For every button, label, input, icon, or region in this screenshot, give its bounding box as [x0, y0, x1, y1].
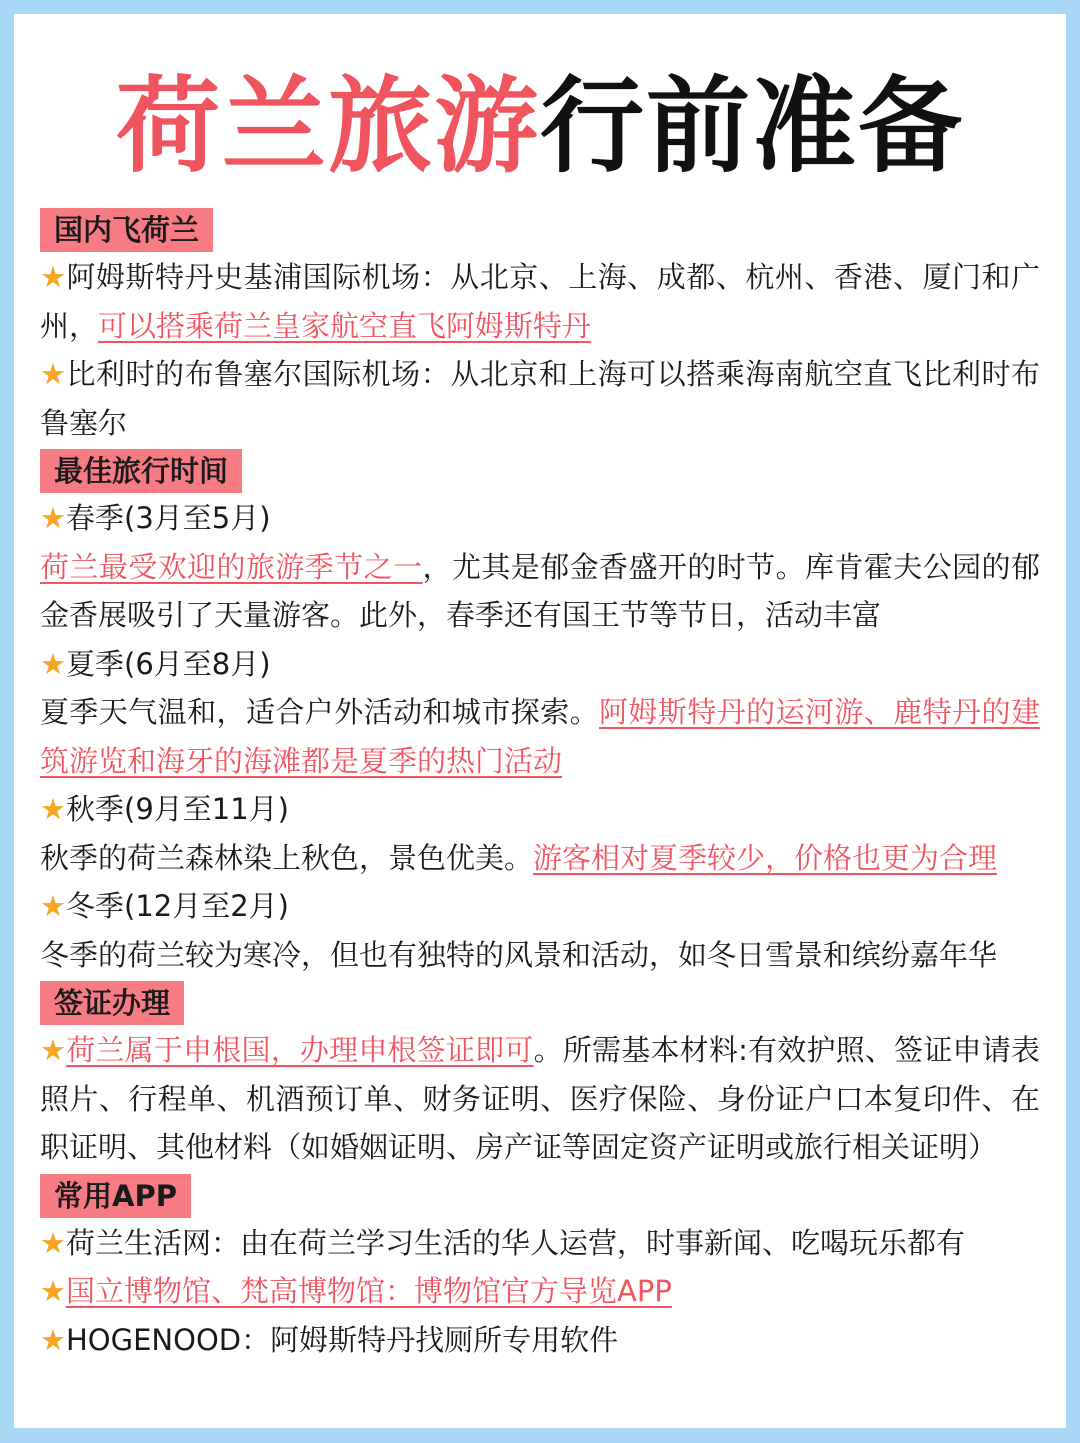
app-item-museum — [40, 1267, 1040, 1316]
highlight-summer: 阿姆斯特丹的运河游、鹿特丹的建筑游览和海牙的海滩都是夏季的热门活动 — [40, 695, 1040, 778]
highlight-klm: 可以搭乘荷兰皇家航空直飞阿姆斯特丹 — [98, 308, 592, 343]
app-item-hogenood: ★HOGENOOD：阿姆斯特丹找厕所专用软件 — [40, 1322, 619, 1357]
heading-visa: 签证办理 — [40, 981, 184, 1025]
app-item-dutchcn: ★荷兰生活网：由在荷兰学习生活的华人运营，时事新闻、吃喝玩乐都有 — [40, 1225, 966, 1260]
highlight-spring: 荷兰最受欢迎的旅游季节之一 — [40, 549, 423, 584]
season-summer-text: 夏季天气温和，适合户外活动和城市探索。阿姆斯特丹的运河游、鹿特丹的建筑游览和海牙的海滩都是夏季的热门活动 — [40, 695, 1040, 778]
season-autumn-label: ★秋季(9月至11月) — [40, 792, 289, 826]
star-icon: ★ — [40, 792, 66, 826]
page-title — [14, 65, 1066, 187]
flights-item-schiphol: ★阿姆斯特丹史基浦国际机场：从北京、上海、成都、杭州、香港、厦门和广州，可以搭乘荷兰皇家航空直飞阿姆斯特丹 — [40, 260, 1040, 343]
season-autumn-text: 秋季的荷兰森林染上秋色，景色优美。游客相对夏季较少，价格也更为合理 — [40, 840, 998, 875]
star-icon: ★ — [40, 1322, 66, 1357]
heading-flights: 国内飞荷兰 — [40, 208, 213, 252]
highlight-museum: 国立博物馆、梵高博物馆：博物馆官方导览APP — [66, 1274, 672, 1308]
star-icon: ★ — [40, 260, 67, 294]
highlight-autumn: 游客相对夏季较少，价格也更为合理 — [533, 840, 998, 875]
title-red: 荷兰旅游 — [115, 65, 540, 187]
heading-apps: 常用APP — [40, 1174, 191, 1218]
star-icon: ★ — [40, 1274, 66, 1308]
star-icon: ★ — [40, 501, 66, 535]
season-summer-label: ★夏季(6月至8月) — [40, 646, 271, 681]
heading-season: 最佳旅行时间 — [40, 449, 242, 493]
poster-card — [14, 14, 1066, 1428]
visa-text: ★荷兰属于申根国，办理申根签证即可。所需基本材料:有效护照、签证申请表照片、行程单、机酒预订单、财务证明、医疗保险、身份证户口本复印件、在职证明、其他材料（如婚姻证明、房产证等固定资产证明或旅行相关证明） — [40, 1033, 1040, 1164]
season-winter-text: 冬季的荷兰较为寒冷，但也有独特的风景和活动，如冬日雪景和缤纷嘉年华 — [40, 937, 998, 972]
flights-item-brussels: ★比利时的布鲁塞尔国际机场：从北京和上海可以搭乘海南航空直飞比利时布鲁塞尔 — [40, 357, 1040, 440]
season-spring-label: ★春季(3月至5月) — [40, 501, 271, 535]
star-icon: ★ — [40, 646, 66, 681]
season-winter-label: ★冬季(12月至2月) — [40, 889, 289, 923]
star-icon: ★ — [40, 1225, 66, 1260]
title-black: 行前准备 — [540, 65, 965, 187]
season-spring-text: 荷兰最受欢迎的旅游季节之一，尤其是郁金香盛开的时节。库肯霍夫公园的郁金香展吸引了天量游客。此外，春季还有国王节等节日，活动丰富 — [40, 549, 1040, 632]
content — [40, 206, 1040, 1364]
star-icon: ★ — [40, 889, 66, 923]
star-icon: ★ — [40, 357, 67, 391]
highlight-visa: 荷兰属于申根国，办理申根签证即可 — [66, 1033, 534, 1067]
star-icon: ★ — [40, 1033, 67, 1067]
